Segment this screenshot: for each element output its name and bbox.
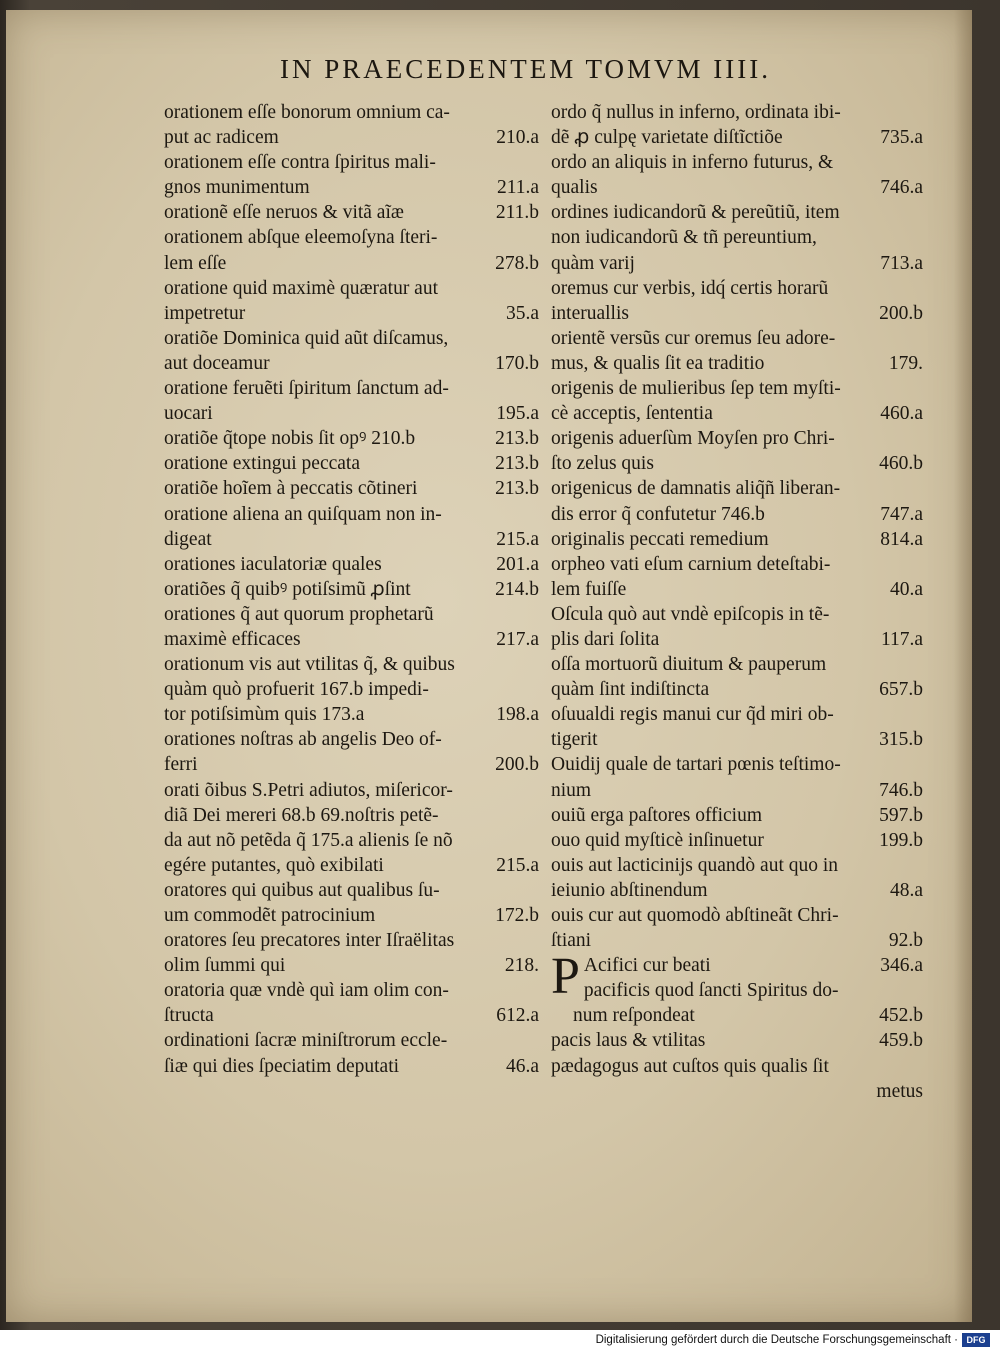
entry-line [551, 225, 923, 250]
entry-line [164, 577, 539, 602]
entry-text: impetretur [164, 302, 246, 324]
page-reference: 213.b [495, 453, 539, 475]
entry-line [164, 677, 539, 702]
entry-line [164, 225, 539, 250]
entry-text: ordo an aliquis in inferno futurus, & [551, 152, 834, 174]
running-header: IN PRAECEDENTEM TOMVM IIII. [280, 54, 771, 84]
index-entry [164, 727, 539, 777]
entry-text: pædagogus aut cuſtos quis qualis ſit [551, 1055, 829, 1077]
entry-text: qualis [551, 177, 598, 199]
entry-line [164, 627, 539, 652]
entry-line [584, 953, 923, 978]
entry-line [164, 652, 539, 677]
index-entry [551, 652, 923, 702]
entry-text: um commodẽt patrocinium [164, 905, 376, 926]
entry-text: lem eſſe [164, 252, 227, 274]
page-reference: 35.a [505, 302, 539, 324]
entry-text: ouiũ erga paſtores officium [551, 804, 763, 826]
page-reference: 814.a [880, 528, 923, 550]
entry-line [551, 376, 923, 401]
entry-text: origenis de mulieribus ſep tem myſti- [551, 378, 841, 400]
page-reference: 200.b [495, 754, 539, 776]
entry-line [164, 376, 539, 401]
entry-text: metus [876, 1080, 923, 1102]
index-entry [551, 803, 923, 828]
page-reference: 200.b [879, 302, 923, 324]
page-reference: 179. [888, 352, 923, 374]
page-reference: 172.b [495, 905, 539, 926]
entry-line [551, 502, 923, 527]
page-reference: 214.b [495, 578, 539, 600]
entry-text: ieiunio abſtinendum [551, 879, 708, 901]
entry-line [164, 903, 539, 928]
index-entry [164, 577, 539, 602]
entry-line [164, 752, 539, 777]
entry-text: dẽ ꝓ culpę varietate diſtĩctiõe [551, 127, 783, 149]
entry-text: ferri [164, 754, 198, 776]
index-entry [551, 828, 923, 853]
entry-line [551, 577, 923, 602]
entry-line [164, 502, 539, 527]
entry-text: orationem eſſe contra ſpiritus mali- [164, 152, 436, 174]
entry-text: plis dari ſolita [551, 628, 660, 650]
index-entry [551, 150, 923, 200]
index-column-right [551, 100, 923, 1104]
page-reference: 746.b [879, 779, 923, 801]
entry-line [551, 451, 923, 476]
entry-text: ouis aut lacticinijs quandò aut quo in [551, 854, 839, 876]
entry-text: gnos munimentum [164, 177, 310, 199]
page-reference: 746.a [880, 177, 923, 199]
entry-line [551, 602, 923, 627]
entry-text: aut doceamur [164, 352, 270, 374]
entry-line [551, 878, 923, 903]
entry-text: orationem eſſe bonorum omnium ca- [164, 102, 450, 123]
index-entry [164, 451, 539, 476]
entry-line [164, 1054, 539, 1079]
entry-text: oſſa mortuorũ diuitum & pauperum [551, 654, 827, 676]
page-reference: 747.a [880, 503, 923, 525]
entry-line [551, 476, 923, 501]
index-entry [551, 200, 923, 275]
entry-line [551, 175, 923, 200]
entry-line [551, 251, 923, 276]
entry-line [551, 200, 923, 225]
entry-text: tigerit [551, 729, 598, 751]
entry-text: orpheo vati eſum carnium deteſtabi- [551, 553, 831, 575]
entry-line [551, 677, 923, 702]
entry-text: origenicus de damnatis aliq̃ñ liberan- [551, 478, 841, 500]
entry-line [164, 878, 539, 903]
drop-capital: P [551, 948, 580, 1006]
entry-text: origenis aduerſùm Moyſen pro Chri- [551, 428, 835, 450]
index-entry [164, 978, 539, 1028]
index-entry [164, 376, 539, 426]
page-reference: 218. [504, 955, 539, 977]
entry-text: ordo q̃ nullus in inferno, ordinata ibi- [551, 102, 841, 123]
page-reference: 315.b [879, 729, 923, 751]
entry-line [164, 326, 539, 351]
entry-text: oratiõe hoĩem à peccatis cõtineri [164, 478, 418, 500]
entry-text: ſiæ qui dies ſpeciatim deputati [164, 1055, 400, 1077]
index-entry [551, 948, 923, 1028]
entry-line [551, 803, 923, 828]
page-reference: 201.a [496, 553, 539, 575]
entry-line [164, 853, 539, 878]
entry-text: egére putantes, quò exibilati [164, 854, 384, 876]
page-reference: 735.a [880, 127, 923, 149]
entry-text: num reſpondeat [573, 1005, 695, 1027]
entry-text: da aut nõ petẽda q̃ 175.a alienis ſe nõ [164, 829, 453, 851]
entry-text: orati õibus S.Petri adiutos, miſericor- [164, 779, 453, 801]
entry-text: digeat [164, 528, 212, 550]
entry-text: ouo quid myſticè inſinuetur [551, 829, 764, 851]
entry-text: maximè efficaces [164, 628, 301, 650]
entry-line [164, 351, 539, 376]
entry-line [551, 1054, 923, 1079]
index-entry [164, 150, 539, 200]
entry-text: Acifici cur beati [583, 955, 711, 977]
page-reference: 217.a [496, 628, 539, 650]
entry-line [164, 778, 539, 803]
entry-text: oratione quid maximè quæratur aut [164, 277, 439, 299]
entry-line [164, 953, 539, 978]
entry-text: non iudicandorũ & tñ pereuntium, [551, 227, 817, 249]
entry-text: oratione aliena an quiſquam non in- [164, 503, 442, 525]
index-entry [164, 426, 539, 451]
entry-text: ſto zelus quis [551, 453, 654, 475]
entry-text: orationem abſque eleemoſyna ſteri- [164, 227, 438, 249]
entry-line [164, 978, 539, 1003]
page-reference: 40.a [889, 578, 923, 600]
entry-line [164, 1028, 539, 1053]
page-reference: 117.a [880, 628, 923, 650]
index-entry [551, 326, 923, 376]
index-column-left [164, 100, 539, 1079]
entry-line [164, 426, 539, 451]
entry-line [551, 1028, 923, 1053]
index-entry [551, 426, 923, 476]
footer-credit: Digitalisierung gefördert durch die Deutsche Forschungsgemeinschaft · [595, 1334, 958, 1346]
entry-text: interuallis [551, 302, 629, 324]
entry-text: dis error q̃ confutetur 746.b [551, 503, 765, 525]
index-entry [164, 502, 539, 552]
page-reference: 657.b [879, 679, 923, 701]
page-reference: 278.b [495, 252, 539, 274]
entry-text: pacificis quod ſancti Spiritus do- [583, 980, 839, 1002]
page-reference: 211.b [495, 202, 539, 224]
entry-text: pacis laus & vtilitas [551, 1030, 706, 1052]
entry-line [551, 853, 923, 878]
entry-text: oſuualdi regis manui cur q̃d miri ob- [551, 704, 834, 726]
entry-text: ouis cur aut quomodò abſtineãt Chri- [551, 905, 839, 926]
entry-text: ſtiani [551, 930, 592, 952]
entry-line [551, 552, 923, 577]
entry-line [551, 150, 923, 175]
entry-line [551, 100, 923, 125]
entry-line [164, 828, 539, 853]
page-reference: 460.b [879, 453, 923, 475]
index-entry [551, 752, 923, 802]
page-reference: 213.b [495, 478, 539, 500]
entry-line [164, 251, 539, 276]
entry-text: lem fuiſſe [551, 578, 627, 600]
index-entry [551, 100, 923, 150]
page-reference: 460.a [880, 403, 923, 425]
entry-line [551, 627, 923, 652]
entry-line [551, 125, 923, 150]
entry-text: originalis peccati remedium [551, 528, 769, 550]
entry-text: orationes q̃ aut quorum prophetarũ [164, 603, 434, 625]
entry-line [164, 602, 539, 627]
index-entry [164, 326, 539, 376]
page-reference: 211.a [496, 177, 539, 199]
index-entry [551, 1028, 923, 1053]
page-edge-shadow [954, 10, 972, 1322]
entry-line [164, 150, 539, 175]
page-reference: 46.a [505, 1055, 539, 1077]
page-reference: 597.b [879, 804, 923, 826]
entry-line [551, 978, 923, 1003]
index-entry [164, 602, 539, 652]
index-entry [551, 853, 923, 903]
entry-text: oratores qui quibus aut qualibus ſu- [164, 879, 440, 901]
entry-text: ordinationi ſacræ miniſtrorum eccle- [164, 1030, 448, 1052]
page-reference: 215.a [496, 854, 539, 876]
index-entry [551, 276, 923, 326]
entry-text: olim ſummi qui [164, 955, 286, 977]
entry-line [551, 351, 923, 376]
entry-line [164, 401, 539, 426]
index-entry [164, 652, 539, 727]
entry-text: orationes noſtras ab angelis Deo of- [164, 729, 442, 751]
index-entry [551, 1054, 923, 1104]
entry-text: quàm quò profuerit 167.b impedi- [164, 679, 429, 701]
index-entry [551, 376, 923, 426]
entry-line [164, 1003, 539, 1028]
page-reference: 92.b [888, 930, 923, 952]
entry-text: Ouidij quale de tartari pœnis teſtimo- [551, 754, 841, 776]
entry-text: oratione feruẽti ſpiritum ſanctum ad- [164, 378, 449, 400]
index-entry [164, 200, 539, 225]
index-entry [551, 552, 923, 602]
entry-line [551, 401, 923, 426]
entry-text: orationum vis aut vtilitas q̃, & quibus [164, 654, 455, 676]
entry-line [551, 326, 923, 351]
entry-text: quàm ſint indiſtincta [551, 679, 710, 701]
index-entry [164, 1028, 539, 1078]
entry-text: uocari [164, 403, 213, 425]
page-reference: 210.a [496, 127, 539, 149]
entry-line [164, 175, 539, 200]
entry-text: oratiões q̃ quibꝰ potiſsimũ ꝓſint [164, 578, 411, 600]
index-entry [164, 928, 539, 978]
page-reference: 452.b [879, 1005, 923, 1027]
entry-line [164, 803, 539, 828]
index-entry [164, 476, 539, 501]
entry-line [551, 727, 923, 752]
entry-line [551, 652, 923, 677]
entry-text: ſtructa [164, 1005, 214, 1027]
page-reference: 215.a [496, 528, 539, 550]
entry-line [164, 552, 539, 577]
entry-line [551, 752, 923, 777]
index-entry [164, 778, 539, 878]
page-reference: 170.b [495, 352, 539, 374]
entry-line [164, 451, 539, 476]
entry-text: oratores ſeu precatores inter Iſraëlitas [164, 930, 455, 952]
entry-text: oratione extingui peccata [164, 453, 360, 475]
entry-text: oremus cur verbis, idq́ certis horarũ [551, 277, 829, 299]
entry-line [164, 100, 539, 125]
entry-line [551, 928, 923, 953]
entry-line [164, 928, 539, 953]
entry-line [164, 702, 539, 727]
entry-text: orationẽ eſſe neruos & vitã aĩæ [164, 202, 404, 224]
entry-line [164, 727, 539, 752]
page-reference: 198.a [496, 704, 539, 726]
entry-line [164, 200, 539, 225]
index-entry [164, 100, 539, 150]
entry-text: quàm varij [551, 252, 635, 274]
entry-line [551, 702, 923, 727]
entry-text: ordines iudicandorũ & pereũtiũ, item [551, 202, 840, 224]
page-reference: 199.b [879, 829, 923, 851]
entry-line [551, 527, 923, 552]
page-reference: 459.b [879, 1030, 923, 1052]
entry-line [164, 276, 539, 301]
index-entry [164, 878, 539, 928]
entry-text: diã Dei mereri 68.b 69.noſtris petẽ- [164, 804, 439, 826]
entry-line [551, 778, 923, 803]
index-entry [551, 602, 923, 652]
page-reference: 346.a [880, 955, 923, 977]
entry-text: mus, & qualis ſit ea traditio [551, 352, 765, 374]
entry-line [551, 1003, 923, 1028]
entry-text: orationes iaculatoriæ quales [164, 553, 382, 575]
digitization-footer [0, 1330, 1000, 1351]
entry-line [551, 828, 923, 853]
index-entry [551, 702, 923, 752]
entry-line [551, 276, 923, 301]
entry-text: tor potiſsimùm quis 173.a [164, 704, 365, 726]
entry-text: oratiõe Dominica quid aũt diſcamus, [164, 327, 449, 349]
dfg-logo[interactable]: DFG [962, 1333, 990, 1347]
entry-text: put ac radicem [164, 127, 279, 149]
entry-text: orientẽ versũs cur oremus ſeu adore- [551, 327, 836, 349]
page-reference: 713.a [880, 252, 923, 274]
entry-text: oratiõe q̃tope nobis ſit opꝰ 210.b [164, 428, 416, 450]
entry-text: oratoria quæ vndè quì iam olim con- [164, 980, 449, 1002]
index-entry [551, 527, 923, 552]
index-entry [164, 552, 539, 577]
index-entry [164, 225, 539, 275]
entry-line [164, 527, 539, 552]
entry-line [164, 301, 539, 326]
entry-line [551, 426, 923, 451]
entry-line [573, 1079, 923, 1104]
page-reference: 195.a [496, 403, 539, 425]
entry-text: nium [551, 779, 592, 801]
entry-line [164, 476, 539, 501]
page-reference: 48.a [889, 879, 923, 901]
index-entry [551, 903, 923, 953]
page-reference: 213.b [495, 428, 539, 450]
index-entry [551, 476, 923, 526]
entry-line [164, 125, 539, 150]
entry-line [551, 301, 923, 326]
entry-text: Oſcula quò aut vndè epiſcopis in tẽ- [551, 603, 830, 625]
entry-text: cè acceptis, ſententia [551, 403, 713, 425]
page-reference: 612.a [496, 1005, 539, 1027]
index-entry [164, 276, 539, 326]
entry-line [551, 903, 923, 928]
